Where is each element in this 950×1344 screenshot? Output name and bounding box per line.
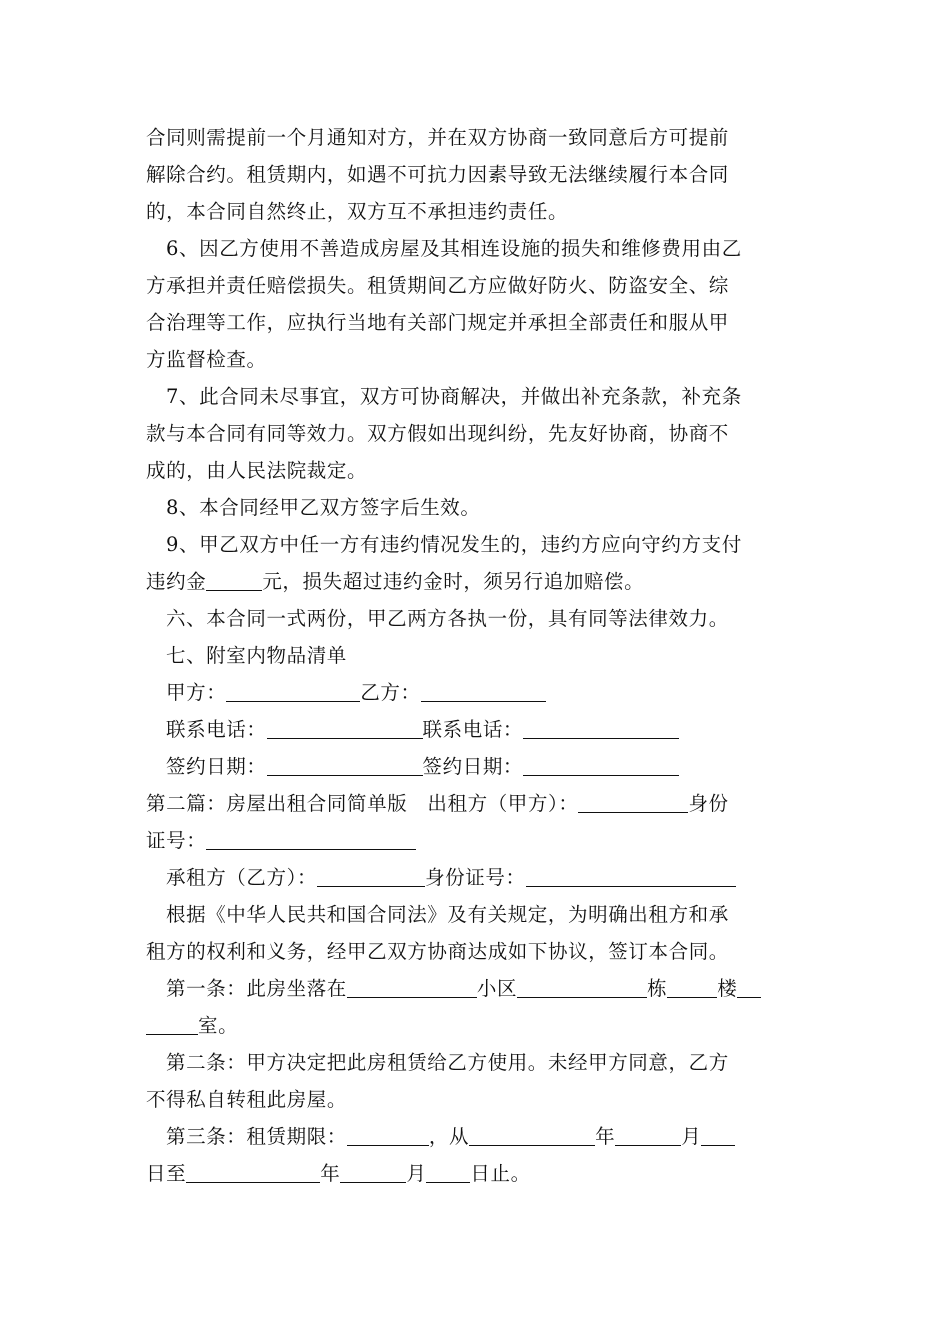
- article-one: [146, 970, 816, 1007]
- contract-text: [146, 119, 816, 1192]
- party-b-blank[interactable]: [421, 677, 546, 702]
- line-text: 第二篇：房屋出租合同简单版 出租方（甲方）：: [146, 792, 579, 815]
- text-line: [146, 119, 816, 156]
- sign-date-label: 签约日期：: [422, 755, 524, 778]
- article-two: [146, 1044, 816, 1081]
- lessee-id-blank[interactable]: [526, 862, 736, 887]
- sign-date-line: [146, 748, 816, 785]
- party-b-label: 乙方：: [360, 681, 421, 704]
- text-line: [146, 341, 816, 378]
- end-year-blank[interactable]: [186, 1158, 320, 1183]
- clause-9: [146, 526, 816, 563]
- party-a-blank[interactable]: [226, 677, 360, 702]
- article-three: [146, 1118, 816, 1155]
- lessor-id-blank[interactable]: [206, 825, 416, 850]
- line-text: 元，损失超过违约金时，须另行追加赔偿。: [262, 570, 645, 593]
- phone-label: 联系电话：: [422, 718, 524, 741]
- text-line: [146, 452, 816, 489]
- start-day-blank[interactable]: [701, 1121, 735, 1146]
- text-line: [146, 1155, 816, 1192]
- line-text: 解除合约。租赁期内，如遇不可抗力因素导致无法继续履行本合同: [146, 163, 729, 186]
- line-text: 室。: [198, 1014, 239, 1037]
- text-line: [146, 933, 816, 970]
- floor-blank[interactable]: [737, 973, 761, 998]
- lessor-name-blank[interactable]: [578, 788, 688, 813]
- sign-date-label: 签约日期：: [166, 755, 267, 778]
- party-a-phone-blank[interactable]: [267, 714, 423, 739]
- line-text: 8、本合同经甲乙双方签字后生效。: [166, 496, 481, 519]
- line-text: 9、甲乙双方中任一方有违约情况发生的，违约方应向守约方支付: [166, 533, 742, 556]
- line-text: 租方的权利和义务，经甲乙双方协商达成如下协议，签订本合同。: [146, 940, 729, 963]
- line-text: 月: [406, 1162, 427, 1185]
- line-text: 成的，由人民法院裁定。: [146, 459, 368, 482]
- community-blank[interactable]: [517, 973, 647, 998]
- text-line: [146, 1081, 816, 1118]
- line-text: 第一条：此房坐落在: [166, 977, 347, 1000]
- line-text: 七、附室内物品清单: [166, 644, 347, 667]
- line-text: 方承担并责任赔偿损失。租赁期间乙方应做好防火、防盗安全、综: [146, 274, 729, 297]
- text-line: [146, 193, 816, 230]
- party-signature-line: [146, 674, 816, 711]
- line-text: 违约金: [146, 570, 207, 593]
- party-a-label: 甲方：: [166, 681, 227, 704]
- location-blank[interactable]: [347, 973, 477, 998]
- line-text: 根据《中华人民共和国合同法》及有关规定，为明确出租方和承: [166, 903, 729, 926]
- line-text: 的，本合同自然终止，双方互不承担违约责任。: [146, 200, 569, 223]
- party-a-date-blank[interactable]: [267, 751, 423, 776]
- line-text: 7、此合同未尽事宜，双方可协商解决，并做出补充条款，补充条: [166, 385, 742, 408]
- text-line: [146, 267, 816, 304]
- text-line: [146, 1007, 816, 1044]
- line-text: 日止。: [470, 1162, 531, 1185]
- clause-7: [146, 378, 816, 415]
- clause-8: [146, 489, 816, 526]
- party-b-date-blank[interactable]: [523, 751, 679, 776]
- line-text: 身份证号：: [425, 866, 526, 889]
- line-text: 不得私自转租此房屋。: [146, 1088, 348, 1111]
- line-text: 证号：: [146, 829, 207, 852]
- penalty-amount-blank[interactable]: [206, 566, 262, 591]
- text-line: [146, 156, 816, 193]
- line-text: 六、本合同一式两份，甲乙两方各执一份，具有同等法律效力。: [166, 607, 729, 630]
- line-text: ，从: [428, 1125, 470, 1148]
- line-text: 第三条：租赁期限：: [166, 1125, 347, 1148]
- text-line: [146, 304, 816, 341]
- building-blank[interactable]: [667, 973, 717, 998]
- line-text: 方监督检查。: [146, 348, 267, 371]
- second-contract-heading: [146, 785, 816, 822]
- line-text: 日至: [146, 1162, 187, 1185]
- party-b-phone-blank[interactable]: [523, 714, 679, 739]
- line-text: 款与本合同有同等效力。双方假如出现纠纷，先友好协商，协商不: [146, 422, 729, 445]
- text-line: [146, 415, 816, 452]
- line-text: 第二条：甲方决定把此房租赁给乙方使用。未经甲方同意，乙方: [166, 1051, 729, 1074]
- line-text: 小区: [476, 977, 518, 1000]
- line-text: 楼: [717, 977, 738, 1000]
- phone-line: [146, 711, 816, 748]
- section-six: [146, 600, 816, 637]
- line-text: 年: [595, 1125, 616, 1148]
- line-text: 月: [681, 1125, 702, 1148]
- line-text: 栋: [647, 977, 668, 1000]
- start-month-blank[interactable]: [615, 1121, 681, 1146]
- line-text: 合治理等工作，应执行当地有关部门规定并承担全部责任和服从甲: [146, 311, 729, 334]
- lessee-line: [146, 859, 816, 896]
- line-text: 承租方（乙方）：: [166, 866, 318, 889]
- text-line: [146, 563, 816, 600]
- lease-term-blank[interactable]: [347, 1121, 429, 1146]
- clause-6: [146, 230, 816, 267]
- preamble: [146, 896, 816, 933]
- phone-label: 联系电话：: [166, 718, 267, 741]
- start-year-blank[interactable]: [469, 1121, 595, 1146]
- room-blank[interactable]: [146, 1010, 198, 1035]
- id-number-line: [146, 822, 816, 859]
- section-seven: [146, 637, 816, 674]
- line-text: 年: [320, 1162, 341, 1185]
- line-text: 身份: [688, 792, 729, 815]
- lessee-name-blank[interactable]: [317, 862, 425, 887]
- end-month-blank[interactable]: [340, 1158, 406, 1183]
- line-text: 合同则需提前一个月通知对方，并在双方协商一致同意后方可提前: [146, 126, 729, 149]
- end-day-blank[interactable]: [426, 1158, 470, 1183]
- line-text: 6、因乙方使用不善造成房屋及其相连设施的损失和维修费用由乙: [166, 237, 742, 260]
